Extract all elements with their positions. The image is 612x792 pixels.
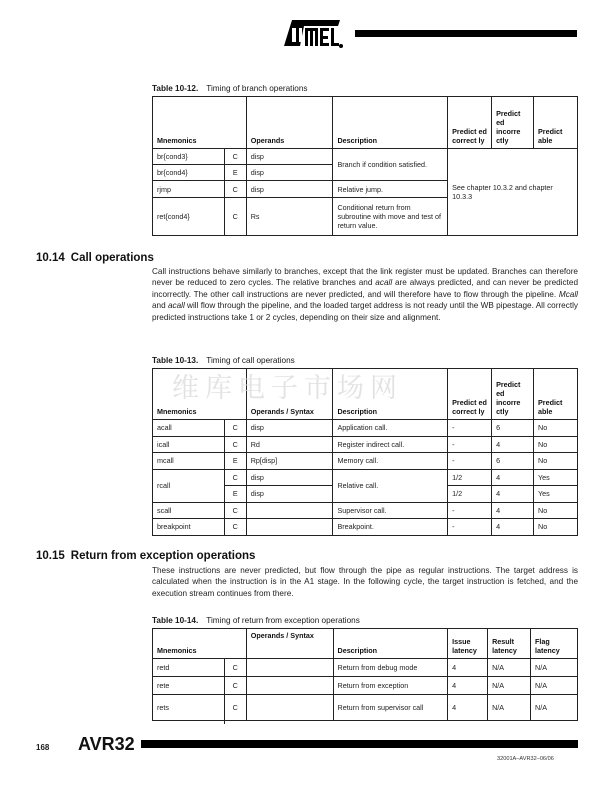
cell-description: Return from debug mode	[333, 659, 448, 677]
cell-description: Breakpoint.	[333, 519, 448, 536]
header-predicted-correctly: Predict ed correct ly	[448, 97, 492, 149]
cell-predictable: Yes	[534, 486, 578, 503]
cell-description: Supervisor call.	[333, 502, 448, 519]
cell-mnemonic: ret{cond4}	[153, 198, 225, 236]
cell-operands: Rp[disp]	[246, 453, 333, 470]
cell-operands	[246, 677, 333, 695]
cell-predictable: No	[534, 519, 578, 536]
cell-predicted-correctly: -	[448, 420, 492, 437]
cell-predicted-incorrectly: 4	[492, 502, 534, 519]
cell-timing-note-merged: See chapter 10.3.2 and chapter 10.3.3	[448, 149, 578, 236]
cell-operands: disp	[246, 181, 333, 198]
cell-code: C	[224, 436, 246, 453]
caption-label: Table 10-12.	[152, 84, 199, 93]
cell-mnemonic: br{cond3}	[153, 149, 225, 165]
table-row	[153, 695, 578, 721]
cell-predicted-correctly: -	[448, 502, 492, 519]
header-predictable: Predict able	[534, 97, 578, 149]
section-title: Return from exception operations	[70, 550, 256, 562]
cell-mnemonic: retd	[153, 659, 225, 677]
table-10-13	[152, 368, 578, 536]
header-mnemonics: Mnemonics	[153, 97, 247, 149]
table-10-14	[152, 628, 578, 721]
cell-operands: Rs	[246, 198, 333, 236]
table-10-14-caption	[152, 616, 360, 625]
header-operands: Operands / Syntax	[246, 629, 333, 659]
header-predicted-incorrectly: Predict ed incorre ctly	[492, 97, 534, 149]
paragraph-italic: Mcall	[558, 289, 578, 299]
cell-predicted-correctly: -	[448, 453, 492, 470]
cell-operands: disp	[246, 469, 333, 486]
table-overflow-line	[224, 719, 225, 724]
header-mnemonics: Mnemonics	[153, 369, 247, 420]
cell-predictable: No	[534, 420, 578, 437]
cell-mnemonic: rete	[153, 677, 225, 695]
paragraph-italic: acall	[375, 278, 393, 288]
table-10-12	[152, 96, 578, 236]
cell-operands: Rd	[246, 436, 333, 453]
cell-code: C	[224, 659, 246, 677]
cell-code: E	[224, 486, 246, 503]
cell-result-latency: N/A	[488, 695, 531, 721]
cell-operands	[246, 502, 333, 519]
table-header-row	[153, 369, 578, 420]
cell-predicted-correctly: -	[448, 519, 492, 536]
cell-code: C	[224, 695, 246, 721]
header-description: Description	[333, 369, 448, 420]
table-10-12-caption	[152, 84, 307, 93]
cell-operands	[246, 519, 333, 536]
table-10-13-caption	[152, 356, 295, 365]
cell-predicted-correctly: 1/2	[448, 486, 492, 503]
header-operands: Operands / Syntax	[246, 369, 333, 420]
page-number: 168	[36, 743, 50, 752]
cell-result-latency: N/A	[488, 677, 531, 695]
cell-predicted-incorrectly: 6	[492, 453, 534, 470]
cell-mnemonic: rets	[153, 695, 225, 721]
cell-mnemonic: mcall	[153, 453, 225, 470]
paragraph-text: Call instructions behave similarly to branches, except that the link register must be updated. Branches can therefore never be reduced to zero cycles. The relative branches and	[152, 267, 578, 288]
header-predicted-correctly: Predict ed correct ly	[448, 369, 492, 420]
cell-mnemonic: rcall	[153, 469, 225, 502]
cell-predicted-incorrectly: 4	[492, 469, 534, 486]
section-number: 10.15	[36, 550, 65, 562]
cell-mnemonic: br{cond4}	[153, 165, 225, 181]
table-header-row	[153, 97, 578, 149]
cell-predicted-correctly: 1/2	[448, 469, 492, 486]
cell-flag-latency: N/A	[531, 659, 578, 677]
header-operands: Operands	[246, 97, 333, 149]
header-mnemonics: Mnemonics	[153, 629, 247, 659]
table-header-row	[153, 629, 578, 659]
section-number: 10.14	[36, 252, 65, 264]
header-result-latency: Result latency	[488, 629, 531, 659]
cell-description: Relative jump.	[333, 181, 448, 198]
section-heading-10-14	[36, 252, 154, 264]
cell-operands: disp	[246, 486, 333, 503]
paragraph-text: are always predicted, and can never be predicted incorrectly. The other call instructions are never predicted, and will therefore have to flow through the pipeline.	[152, 278, 578, 299]
cell-mnemonic: acall	[153, 420, 225, 437]
cell-code: C	[224, 469, 246, 486]
cell-predictable: No	[534, 453, 578, 470]
cell-code: C	[224, 420, 246, 437]
table-row	[153, 453, 578, 470]
cell-flag-latency: N/A	[531, 677, 578, 695]
cell-code: C	[224, 198, 246, 236]
header-flag-latency: Flag latency	[531, 629, 578, 659]
table-row	[153, 659, 578, 677]
cell-mnemonic: icall	[153, 436, 225, 453]
footer-brand: AVR32	[78, 734, 135, 754]
caption-title: Timing of call operations	[206, 356, 295, 365]
atmel-logo-icon	[282, 16, 344, 48]
header-issue-latency: Issue latency	[448, 629, 488, 659]
caption-label: Table 10-14.	[152, 616, 199, 625]
table-row	[153, 519, 578, 536]
paragraph-text: and	[152, 301, 168, 311]
cell-predictable: Yes	[534, 469, 578, 486]
footer-rule	[141, 740, 578, 748]
cell-description: Return from supervisor call	[333, 695, 448, 721]
caption-title: Timing of branch operations	[206, 84, 308, 93]
header-predicted-incorrectly: Predict ed incorre ctly	[492, 369, 534, 420]
cell-operands	[246, 659, 333, 677]
cell-description: Application call.	[333, 420, 448, 437]
cell-operands: disp	[246, 149, 333, 165]
cell-predicted-incorrectly: 4	[492, 486, 534, 503]
cell-mnemonic: breakpoint	[153, 519, 225, 536]
cell-operands: disp	[246, 420, 333, 437]
cell-operands	[246, 695, 333, 721]
cell-issue-latency: 4	[448, 659, 488, 677]
cell-code: C	[224, 181, 246, 198]
cell-code: C	[224, 519, 246, 536]
cell-issue-latency: 4	[448, 695, 488, 721]
paragraph-text: will flow through the pipeline, and the loaded target address is not ready until the WB pipestage. All correctly predicted instructions take 1 or 2 cycles, depending on their size and alignment.	[152, 301, 579, 322]
section-title: Call operations	[70, 252, 154, 264]
cell-predictable: No	[534, 502, 578, 519]
cell-mnemonic: rjmp	[153, 181, 225, 198]
document-code: 32001A–AVR32–06/06	[497, 756, 554, 762]
cell-predictable: No	[534, 436, 578, 453]
cell-issue-latency: 4	[448, 677, 488, 695]
cell-operands: disp	[246, 165, 333, 181]
section-heading-10-15	[36, 550, 255, 562]
table-row	[153, 469, 578, 486]
table-row	[153, 149, 578, 165]
table-row	[153, 420, 578, 437]
paragraph-italic: acall	[167, 301, 185, 311]
table-row	[153, 502, 578, 519]
section-10-15-paragraph: These instructions are never predicted, but flow through the pipe as regular instructions. The target address is calculated when the instruction is in the A1 stage. In the following cycle, the target instruction is fetched, and the execution stream continues from there.	[152, 566, 578, 598]
cell-description: Memory call.	[333, 453, 448, 470]
cell-description: Return from exception	[333, 677, 448, 695]
section-10-14-paragraph	[152, 266, 578, 323]
header-predictable: Predict able	[534, 369, 578, 420]
watermark-text: 维库电子市场网	[172, 373, 403, 404]
header-description: Description	[333, 97, 448, 149]
cell-predicted-incorrectly: 4	[492, 436, 534, 453]
cell-result-latency: N/A	[488, 659, 531, 677]
cell-predicted-incorrectly: 4	[492, 519, 534, 536]
cell-code: C	[224, 502, 246, 519]
header-description: Description	[333, 629, 448, 659]
table-row	[153, 677, 578, 695]
cell-flag-latency: N/A	[531, 695, 578, 721]
cell-code: E	[224, 165, 246, 181]
table-row	[153, 436, 578, 453]
cell-code: E	[224, 453, 246, 470]
cell-mnemonic: scall	[153, 502, 225, 519]
cell-description: Conditional return from subroutine with move and test of return value.	[333, 198, 448, 236]
cell-code: C	[224, 149, 246, 165]
cell-description: Relative call.	[333, 469, 448, 502]
cell-description: Register indirect call.	[333, 436, 448, 453]
header-rule	[355, 30, 577, 37]
cell-predicted-incorrectly: 6	[492, 420, 534, 437]
cell-predicted-correctly: -	[448, 436, 492, 453]
cell-code: C	[224, 677, 246, 695]
caption-label: Table 10-13.	[152, 356, 199, 365]
caption-title: Timing of return from exception operations	[206, 616, 360, 625]
cell-description-merged: Branch if condition satisfied.	[333, 149, 448, 181]
